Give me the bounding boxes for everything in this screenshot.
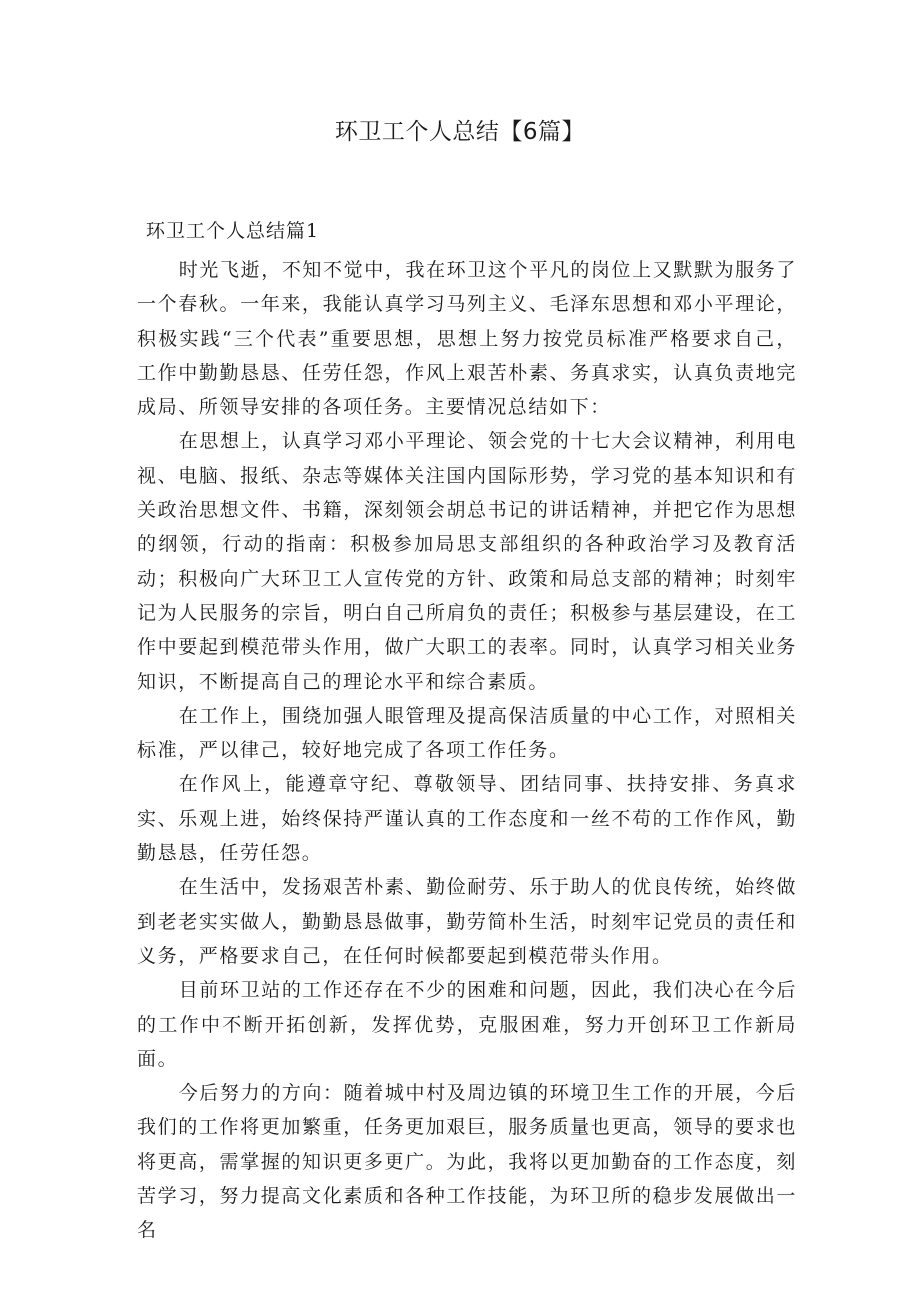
document-body [137, 253, 797, 1248]
paragraph-direction: 今后努力的方向：随着城中村及周边镇的环境卫生工作的开展，今后我们的工作将更加繁重，任务更加艰巨，服务质量也更高，领导的要求也将更高，需掌握的知识更多更广。为此，我将以更加勤奋的工作态度，刻苦学习，努力提高文化素质和各种工作技能，为环卫所的稳步发展做出一名 [137, 1082, 797, 1242]
paragraph-style: 在作风上，能遵章守纪、尊敬领导、团结同事、扶持安排、务真求实、乐观上进，始终保持严谨认真的工作态度和一丝不苟的工作作风，勤勤恳恳，任劳任怨。 [137, 773, 797, 865]
section-heading: 环卫工个人总结篇1 [146, 220, 320, 242]
paragraph-thought: 在思想上，认真学习邓小平理论、领会党的十七大会议精神，利用电视、电脑、报纸、杂志等媒体关注国内国际形势，学习党的基本知识和有关政治思想文件、书籍，深刻领会胡总书记的讲话精神，并把它作为思想的纲领，行动的指南：积极参加局思支部组织的各种政治学习及教育活动；积极向广大环卫工人宣传党的方针、政策和局总支部的精神；时刻牢记为人民服务的宗旨，明白自己所肩负的责任；积极参与基层建设，在工作中要起到模范带头作用，做广大职工的表率。同时，认真学习相关业务知识，不断提高自己的理论水平和综合素质。 [137, 430, 797, 693]
paragraph-intro: 时光飞逝，不知不觉中，我在环卫这个平凡的岗位上又默默为服务了一个春秋。一年来，我能认真学习马列主义、毛泽东思想和邓小平理论，积极实践“三个代表”重要思想，思想上努力按党员标准严格要求自己，工作中勤勤恳恳、任劳任怨，作风上艰苦朴素、务真求实，认真负责地完成局、所领导安排的各项任务。主要情况总结如下： [137, 259, 797, 419]
document-title: 环卫工个人总结【6篇】 [334, 119, 586, 145]
paragraph-problems: 目前环卫站的工作还存在不少的困难和问题，因此，我们决心在今后的工作中不断开拓创新，发挥优势，克服困难，努力开创环卫工作新局面。 [137, 979, 797, 1070]
paragraph-work: 在工作上，围绕加强人眼管理及提高保洁质量的中心工作，对照相关标准，严以律己，较好地完成了各项工作任务。 [137, 704, 797, 762]
paragraph-life: 在生活中，发扬艰苦朴素、勤俭耐劳、乐于助人的优良传统，始终做到老老实实做人，勤勤恳恳做事，勤劳简朴生活，时刻牢记党员的责任和义务，严格要求自己，在任何时候都要起到模范带头作用。 [137, 876, 797, 967]
